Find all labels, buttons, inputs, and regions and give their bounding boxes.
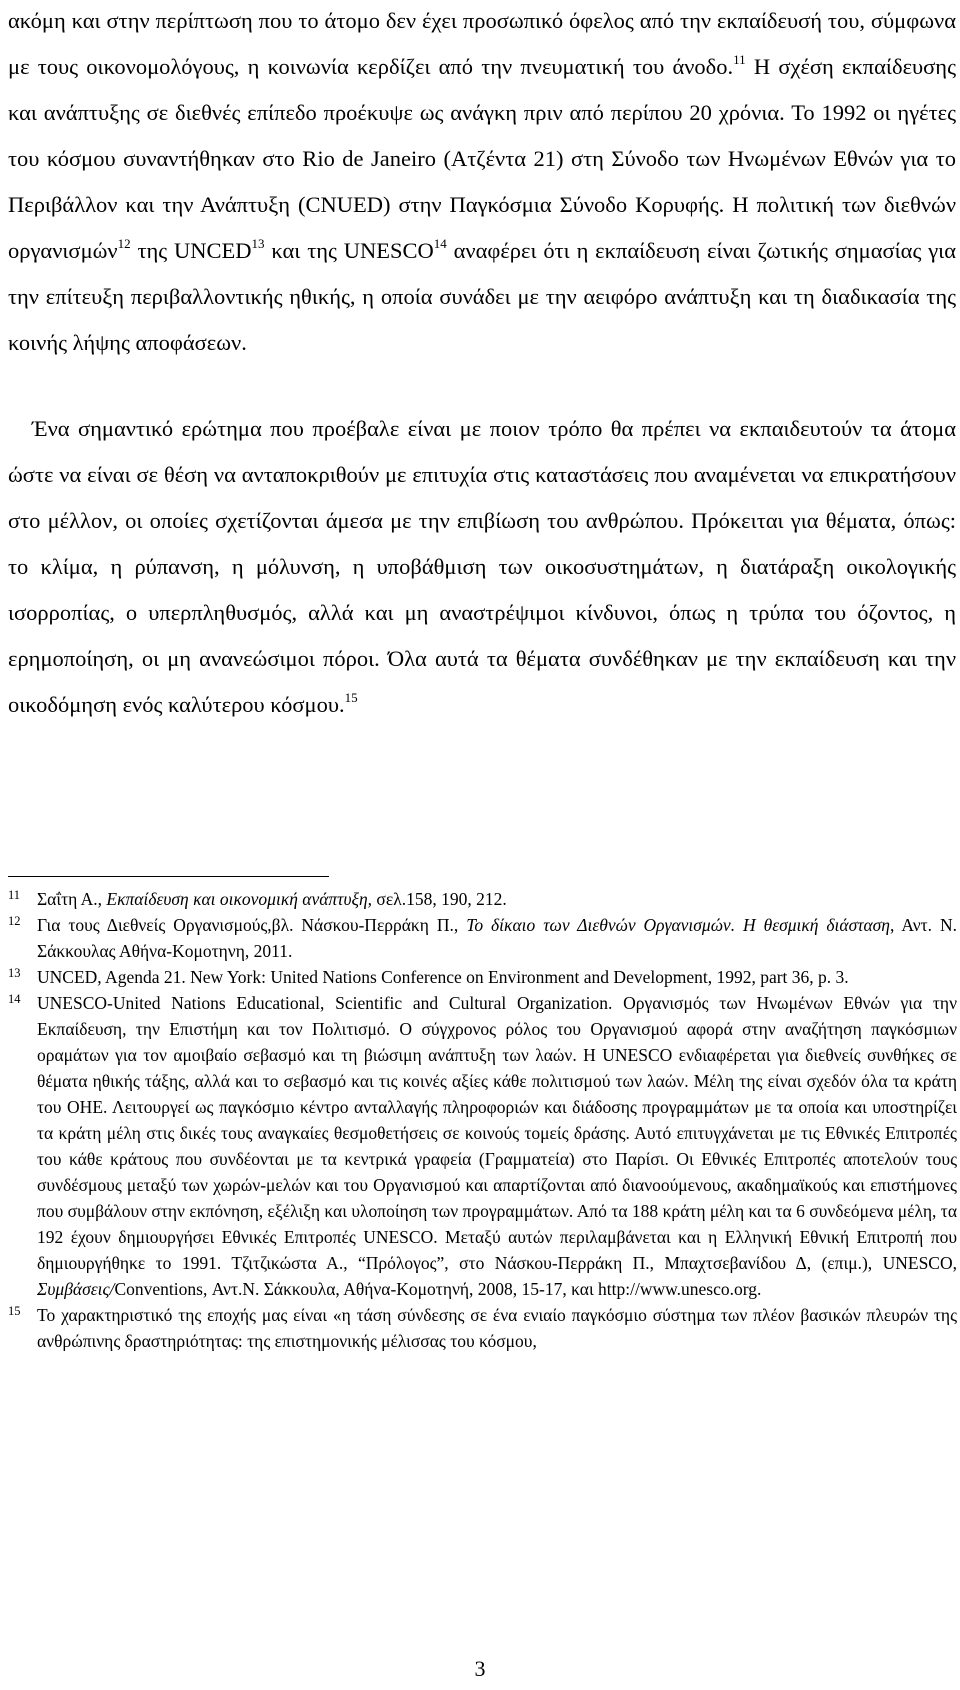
footnote-13 xyxy=(0,964,960,990)
body-paragraph-2 xyxy=(8,406,956,728)
footnote-ref-15[interactable]: 15 xyxy=(344,689,358,705)
paragraph-1-text-b: Η σχέση εκπαίδευσης και ανάπτυξης σε διεθνές επίπεδο προέκυψε ως ανάγκη πριν από περίπου 20 χρόνια. Το 1992 οι ηγέτες του κόσμου συναντήθηκαν στο Rio de Janeiro (Ατζέντα 21) στη Σύνοδο των Ηνωμένων Εθνών για το Περιβάλλον και την Ανάπτυξη (CNUED) στην Παγκόσμια Σύνοδο Κορυφής. Η πολιτική των διεθνών οργανισμών xyxy=(8,54,956,263)
paragraph-1-text-d: και της UNESCO xyxy=(264,238,434,263)
footnote-number: 14 xyxy=(8,992,21,1006)
footnote-ref-13[interactable]: 13 xyxy=(251,235,265,251)
footnote-text: Conventions, Αντ.Ν. Σάκκουλα, Αθήνα-Κομοτηνή, 2008, 15-17, και http://www.unesco.org. xyxy=(114,1279,762,1299)
footnote-ref-14[interactable]: 14 xyxy=(433,235,447,251)
footnote-11 xyxy=(0,886,960,912)
paragraph-1-text-a: ακόμη και στην περίπτωση που το άτομο δεν έχει προσωπικό όφελος από την εκπαίδευσή του, σύμφωνα με τους οικονομολόγους, η κοινωνία κερδίζει από την πνευματική του άνοδο. xyxy=(8,8,956,79)
footnote-15 xyxy=(0,1302,960,1354)
footnote-ref-12[interactable]: 12 xyxy=(117,235,131,251)
footnote-text: , Αντ. Ν. Σάκκουλας Αθήνα-Κομοτηνη, 2011. xyxy=(37,915,957,961)
footnote-text: Σαΐτη Α., xyxy=(37,889,107,909)
footnote-14 xyxy=(0,990,960,1302)
footnote-text: UNCED, Agenda 21. New York: United Nations Conference on Environment and Development, 1992, part 36, p. 3. xyxy=(37,967,849,987)
footnote-text: UNESCO-United Nations Educational, Scientific and Cultural Organization. Οργανισμός των Ηνωμένων Εθνών για την Εκπαίδευση, την Επιστήμη και τον Πολιτισμό. Ο σύγχρονος ρόλος του Οργανισμού αφορά στην αναζήτηση παγκόσμιων οραμάτων για τον αμοιβαίο σεβασμό και τη βιώσιμη ανάπτυξη των λαών. Η UNESCO ενδιαφέρεται για διεθνείς συνθήκες σε θέματα ηθικής τάξης, αλλά και το σεβασμό και τις κοινές αξίες κάθε πολιτισμού των λαών. Μέλη της είναι σχεδόν όλα τα κράτη του ΟΗΕ. Λειτουργεί ως παγκόσμιο κέντρο ανταλλαγής πληροφοριών και διάδοσης προγραμμάτων με τα οποία και υποστηρίζει τα κράτη μέλη στις δικές τους αναγκαίες θεσμοθετήσεις σε κοινούς τομείς δράσης. Αυτό επιτυγχάνεται με τις Εθνικές Επιτροπές του κάθε κράτους που συνδέονται με τα κεντρικά γραφεία (Γραμματεία) στο Παρίσι. Οι Εθνικές Επιτροπές αποτελούν τους συνδέσμους μεταξύ των χωρών-μελών και του Οργανισμού και απαρτίζονται από διανοούμενους, ακαδημαϊκούς και επιστήμονες που συμβάλουν στην εκπόνηση, εξέλιξη και υλοποίηση των προγραμμάτων. Από τα 188 κράτη μέλη και τα 6 συνδεόμενα μέλη, τα 192 έχουν δημιουργήσει Εθνικές Επιτροπές UNESCO. Μεταξύ αυτών περιλαμβάνεται και η Ελληνική Εθνική Επιτροπή που δημιουργήθηκε το 1991. Τζιτζικώστα Α., “Πρόλογος”, στο Νάσκου-Περράκη Π., Μπαχτσεβανίδου Δ, (επιμ.), UNESCO, xyxy=(37,993,957,1273)
paragraph-1-text-c: της UNCED xyxy=(130,238,252,263)
footnote-number: 11 xyxy=(8,888,21,902)
footnote-text: σελ.158, 190, 212. xyxy=(372,889,507,909)
footnote-separator xyxy=(8,876,329,877)
footnote-number: 12 xyxy=(8,914,21,928)
body-paragraph-1 xyxy=(8,0,956,366)
footnote-number: 15 xyxy=(8,1304,21,1318)
footnote-title: Το δίκαιο των Διεθνών Οργανισμών. Η θεσμική διάσταση xyxy=(466,915,890,935)
footnote-12 xyxy=(0,912,960,964)
paragraph-2-text: Ένα σημαντικό ερώτημα που προέβαλε είναι με ποιον τρόπο θα πρέπει να εκπαιδευτούν τα άτομα ώστε να είναι σε θέση να ανταποκριθούν με επιτυχία στις καταστάσεις που αναμένεται να επικρατήσουν στο μέλλον, οι οποίες σχετίζονται άμεσα με την επιβίωση του ανθρώπου. Πρόκειται για θέματα, όπως: το κλίμα, η ρύπανση, η μόλυνση, η υποβάθμιση των οικοσυστημάτων, η διατάραξη οικολογικής ισορροπίας, ο υπερπληθυσμός, αλλά και μη αναστρέψιμοι κίνδυνοι, όπως η τρύπα του όζοντος, η ερημοποίηση, οι μη ανανεώσιμοι πόροι. Όλα αυτά τα θέματα συνδέθηκαν με την εκπαίδευση και την οικοδόμηση ενός καλύτερου κόσμου. xyxy=(8,416,956,717)
page-number: 3 xyxy=(474,1656,486,1681)
footnote-text: Για τους Διεθνείς Οργανισμούς,βλ. Νάσκου-Περράκη Π., xyxy=(37,915,467,935)
footnote-ref-11[interactable]: 11 xyxy=(733,51,746,67)
paragraph-1-text-e: αναφέρει ότι η εκπαίδευση είναι ζωτικής σημασίας για την επίτευξη περιβαλλοντικής ηθικής, η οποία συνάδει με την αειφόρο ανάπτυξη και τη διαδικασία της κοινής λήψης αποφάσεων. xyxy=(8,238,956,355)
footnote-title: Συμβάσεις/ xyxy=(37,1279,115,1299)
footnotes-section xyxy=(0,886,960,1354)
footnote-text: Το χαρακτηριστικό της εποχής μας είναι «η τάση σύνδεσης σε ένα ενιαίο παγκόσμιο σύστημα των πλέον βασικών πλευρών της ανθρώπινης δραστηριότητας: της επιστημονικής μέλισσας του κόσμου, xyxy=(37,1305,957,1351)
footnote-title: Εκπαίδευση και οικονομική ανάπτυξη, xyxy=(106,889,373,909)
footnote-number: 13 xyxy=(8,966,21,980)
